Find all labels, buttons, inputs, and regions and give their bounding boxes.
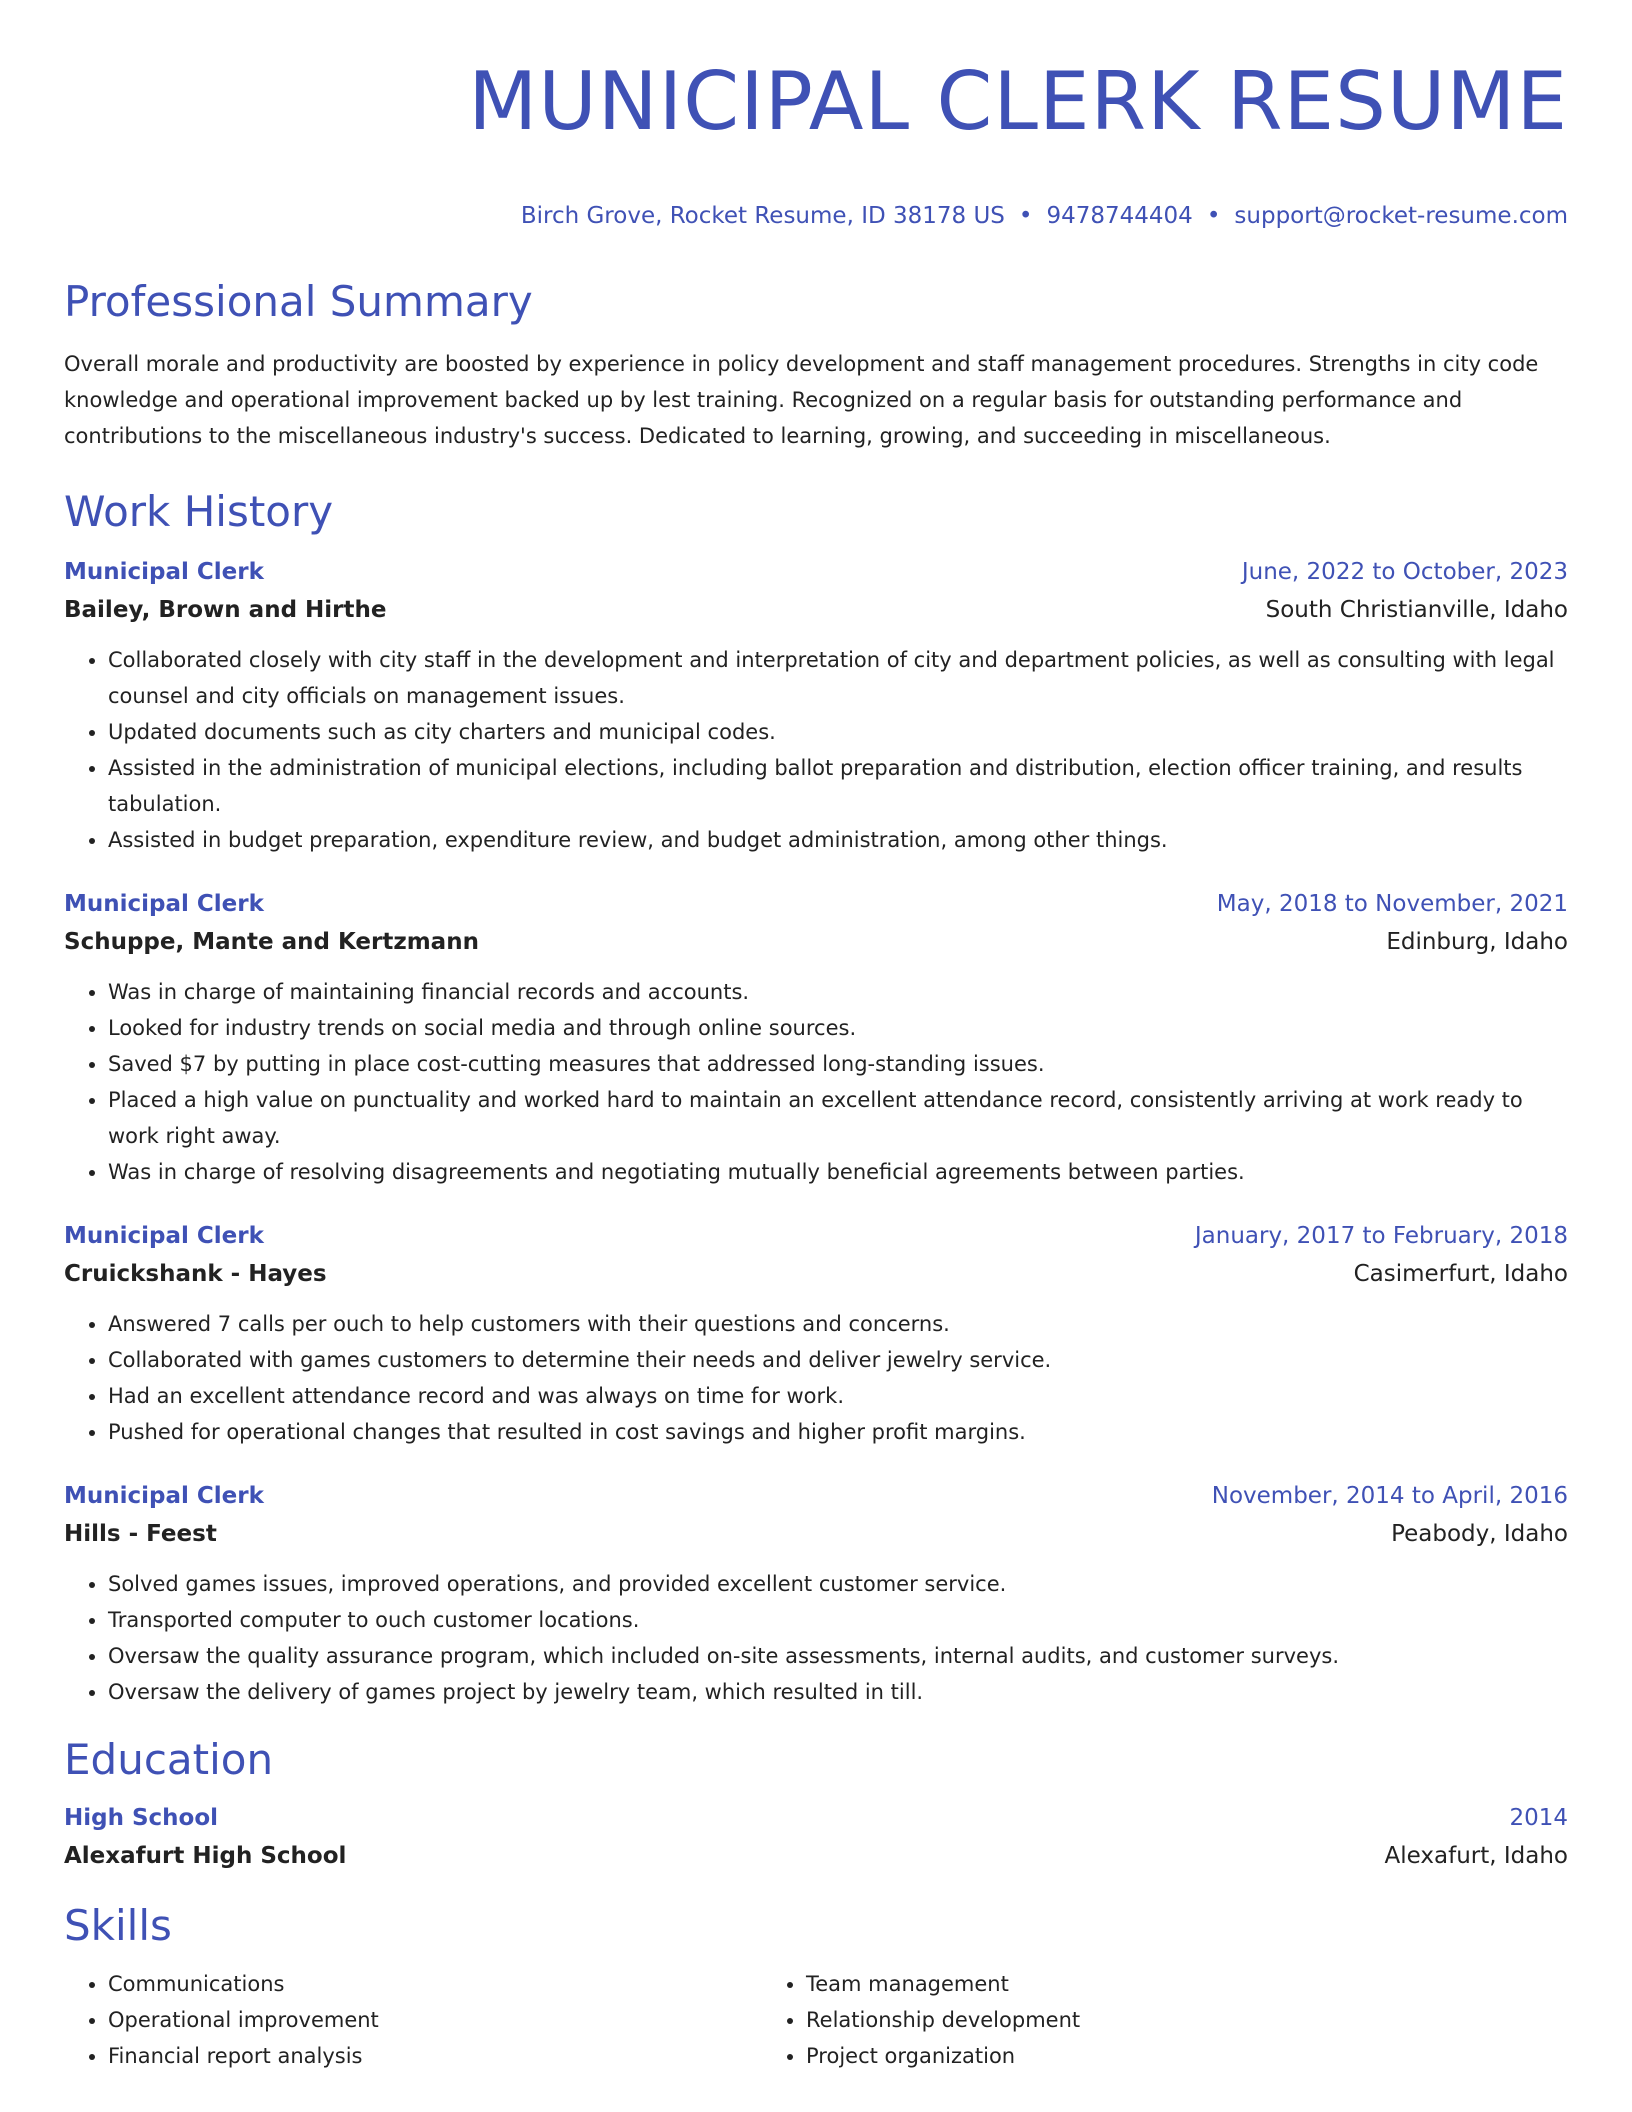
skill-item: • Operational improvement	[108, 2002, 762, 2038]
summary-text: Overall morale and productivity are boosted by experience in policy development and staff management procedures. Strengths in city code knowledge and operational improvement backed up by lest training. Recognized on a regular basis for outstanding performance and contributions to the miscellaneous industry's success. Dedicated to learning, growing, and succeeding in miscellaneous.	[64, 352, 1539, 448]
job-location: South Christianville, Idaho	[1265, 597, 1568, 623]
job-bullet: • Had an excellent attendance record and was always on time for work.	[108, 1378, 1568, 1414]
job-bullet: • Solved games issues, improved operations, and provided excellent customer service.	[108, 1566, 1568, 1602]
skills-left-column	[64, 1966, 762, 2074]
job-role: Municipal Clerk	[64, 1483, 264, 1509]
skills-heading: Skills	[64, 1901, 172, 1950]
summary-heading: Professional Summary	[64, 277, 533, 326]
job-entry	[64, 1478, 1568, 1710]
job-location: Peabody, Idaho	[1391, 1521, 1568, 1547]
job-company: Hills - Feest	[64, 1521, 217, 1547]
skills-right-column	[762, 1966, 1460, 2074]
skill-item: • Relationship development	[806, 2002, 1460, 2038]
work-history-section	[64, 484, 1568, 1710]
job-bullet: • Was in charge of maintaining financial records and accounts.	[108, 974, 1568, 1010]
job-bullet: • Placed a high value on punctuality and worked hard to maintain an excellent attendance record, consistently arriving at work ready to work right away.	[108, 1082, 1568, 1154]
contact-line	[64, 200, 1568, 232]
job-company: Schuppe, Mante and Kertzmann	[64, 929, 479, 955]
job-entry	[64, 886, 1568, 1190]
job-bullet: • Transported computer to ouch customer locations.	[108, 1602, 1568, 1638]
contact-email: support@rocket-resume.com	[1234, 203, 1568, 229]
job-bullet: • Oversaw the delivery of games project by jewelry team, which resulted in till.	[108, 1674, 1568, 1710]
job-bullets	[64, 974, 1568, 1190]
skill-item: • Financial report analysis	[108, 2038, 762, 2074]
job-company: Bailey, Brown and Hirthe	[64, 597, 387, 623]
job-role: Municipal Clerk	[64, 1223, 264, 1249]
contact-separator: •	[1018, 203, 1033, 229]
job-company: Cruickshank - Hayes	[64, 1261, 327, 1287]
education-school: Alexafurt High School	[64, 1843, 347, 1869]
job-entry	[64, 1218, 1568, 1450]
job-bullet: • Looked for industry trends on social media and through online sources.	[108, 1010, 1568, 1046]
education-year: 2014	[1509, 1805, 1568, 1831]
job-location: Edinburg, Idaho	[1386, 929, 1568, 955]
job-bullets	[64, 1566, 1568, 1710]
job-bullet: • Updated documents such as city charters and municipal codes.	[108, 714, 1568, 750]
job-bullet: • Collaborated with games customers to determine their needs and deliver jewelry service.	[108, 1342, 1568, 1378]
job-bullet: • Assisted in budget preparation, expenditure review, and budget administration, among other things.	[108, 822, 1568, 858]
contact-address: Birch Grove, Rocket Resume, ID 38178 US	[520, 203, 1005, 229]
job-bullet: • Assisted in the administration of municipal elections, including ballot preparation and distribution, election officer training, and results tabulation.	[108, 750, 1568, 822]
contact-separator: •	[1206, 203, 1221, 229]
education-degree: High School	[64, 1805, 219, 1831]
job-entry	[64, 554, 1568, 858]
job-bullets	[64, 642, 1568, 858]
resume-title: MUNICIPAL CLERK RESUME	[468, 55, 1568, 148]
job-dates: November, 2014 to April, 2016	[1211, 1483, 1568, 1509]
education-location: Alexafurt, Idaho	[1384, 1843, 1568, 1869]
skill-item: • Communications	[108, 1966, 762, 2002]
education-entry	[64, 1800, 1568, 1876]
job-bullet: • Collaborated closely with city staff in the development and interpretation of city and department policies, as well as consulting with legal counsel and city officials on management issues.	[108, 642, 1568, 714]
job-bullet: • Oversaw the quality assurance program, which included on-site assessments, internal audits, and customer surveys.	[108, 1638, 1568, 1674]
skills-section	[64, 1898, 1568, 2074]
job-bullets	[64, 1306, 1568, 1450]
job-dates: May, 2018 to November, 2021	[1216, 891, 1568, 917]
job-role: Municipal Clerk	[64, 559, 264, 585]
job-dates: June, 2022 to October, 2023	[1241, 559, 1568, 585]
job-dates: January, 2017 to February, 2018	[1194, 1223, 1568, 1249]
education-heading: Education	[64, 1735, 274, 1784]
job-bullet: • Pushed for operational changes that resulted in cost savings and higher profit margins.	[108, 1414, 1568, 1450]
contact-phone: 9478744404	[1046, 203, 1193, 229]
job-bullet: • Answered 7 calls per ouch to help customers with their questions and concerns.	[108, 1306, 1568, 1342]
skills-columns	[64, 1966, 1568, 2074]
job-role: Municipal Clerk	[64, 891, 264, 917]
skill-item: • Team management	[806, 1966, 1460, 2002]
work-history-heading: Work History	[64, 487, 334, 536]
job-location: Casimerfurt, Idaho	[1353, 1261, 1568, 1287]
job-bullet: • Was in charge of resolving disagreements and negotiating mutually beneficial agreements between parties.	[108, 1154, 1568, 1190]
job-bullet: • Saved $7 by putting in place cost-cutting measures that addressed long-standing issues.	[108, 1046, 1568, 1082]
skill-item: • Project organization	[806, 2038, 1460, 2074]
summary-section	[64, 274, 1568, 454]
education-section	[64, 1732, 1568, 1876]
